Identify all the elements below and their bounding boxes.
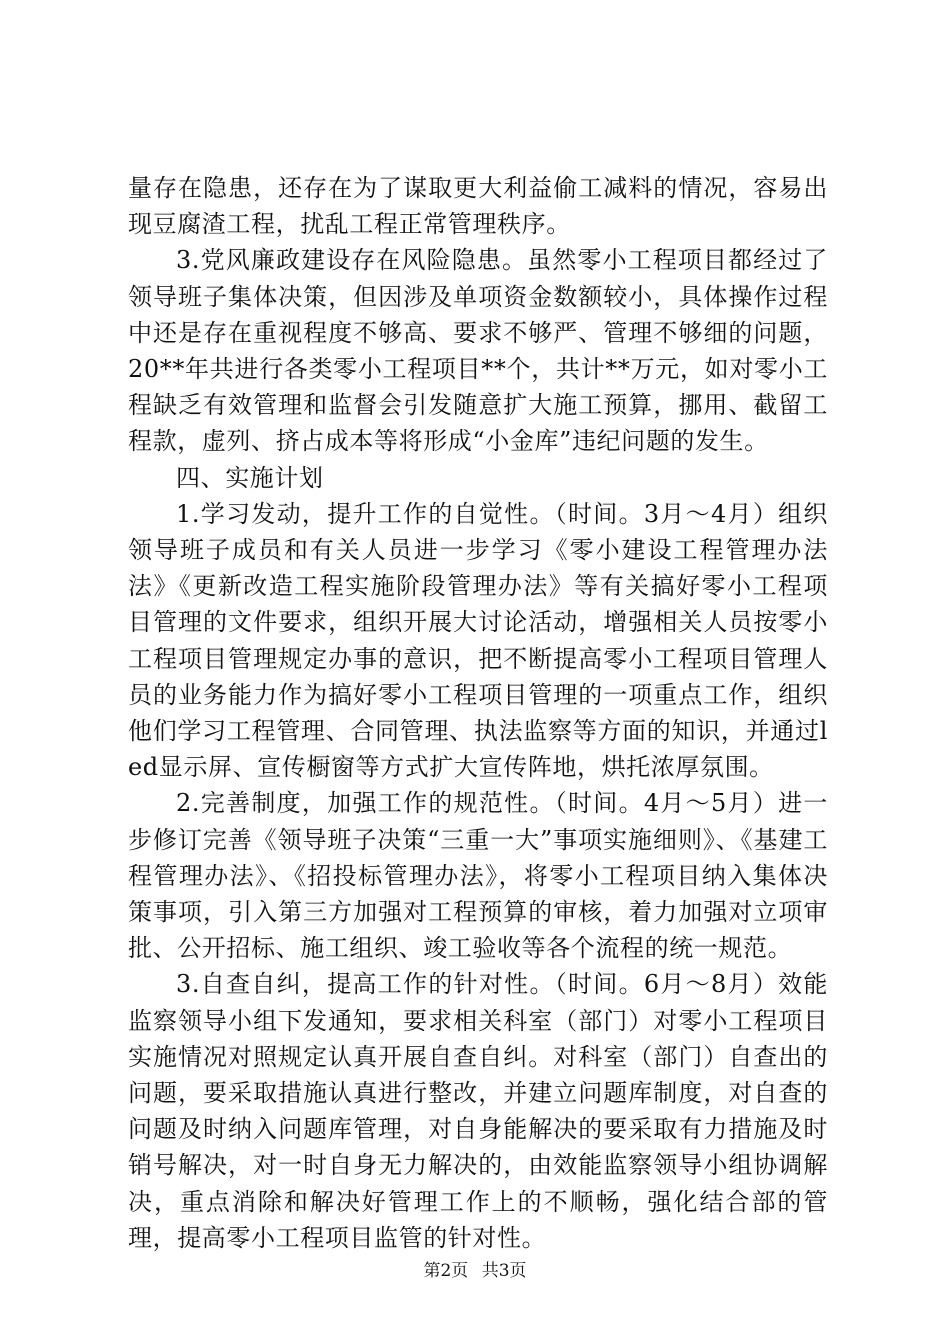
section-heading-plan: 四、实施计划	[176, 463, 324, 492]
paragraph-plan-2: 2.完善制度，加强工作的规范性。（时间。4月～5月）进一步修订完善《领导班子决策“三重一大”事项实施细则》、《基建工程管理办法》、《招投标管理办法》，将零小工程项目纳入集体决策事项，引入第三方加强对工程预算的审核，着力加强对立项审批、公开招标、施工组织、竣工验收等各个流程的统一规范。	[128, 789, 828, 963]
page-number: 第2页	[423, 1261, 469, 1281]
paragraph-continuation: 量存在隐患，还存在为了谋取更大利益偷工减料的情况，容易出现豆腐渣工程，扰乱工程正常管理秩序。	[128, 174, 828, 239]
document-body	[128, 170, 828, 1256]
paragraph-plan-3: 3.自查自纠，提高工作的针对性。（时间。6月～8月）效能监察领导小组下发通知，要求相关科室（部门）对零小工程项目实施情况对照规定认真开展自查自纠。对科室（部门）自查出的问题，要采取措施认真进行整改，并建立问题库制度，对自查的问题及时纳入问题库管理，对自身能解决的要采取有力措施及时销号解决，对一时自身无力解决的，由效能监察领导小组协调解决，重点消除和解决好管理工作上的不顺畅，强化结合部的管理，提高零小工程项目监管的针对性。	[128, 970, 828, 1252]
page-total: 共3页	[481, 1261, 527, 1281]
paragraph-plan-1: 1.学习发动，提升工作的自觉性。（时间。3月～4月）组织领导班子成员和有关人员进一步学习《零小建设工程管理办法法》《更新改造工程实施阶段管理办法》等有关搞好零小工程项目管理的文件要求，组织开展大讨论活动，增强相关人员按零小工程项目管理规定办事的意识，把不断提高零小工程项目管理人员的业务能力作为搞好零小工程项目管理的一项重点工作，组织他们学习工程管理、合同管理、执法监察等方面的知识，并通过led显示屏、宣传橱窗等方式扩大宣传阵地，烘托浓厚氛围。	[128, 499, 828, 782]
page-footer	[0, 1256, 950, 1281]
paragraph-risk-3: 3.党风廉政建设存在风险隐患。虽然零小工程项目都经过了领导班子集体决策，但因涉及单项资金数额较小，具体操作过程中还是存在重视程度不够高、要求不够严、管理不够细的问题，20**年共进行各类零小工程项目**个，共计**万元，如对零小工程缺乏有效管理和监督会引发随意扩大施工预算，挪用、截留工程款，虚列、挤占成本等将形成“小金库”违纪问题的发生。	[128, 246, 828, 456]
